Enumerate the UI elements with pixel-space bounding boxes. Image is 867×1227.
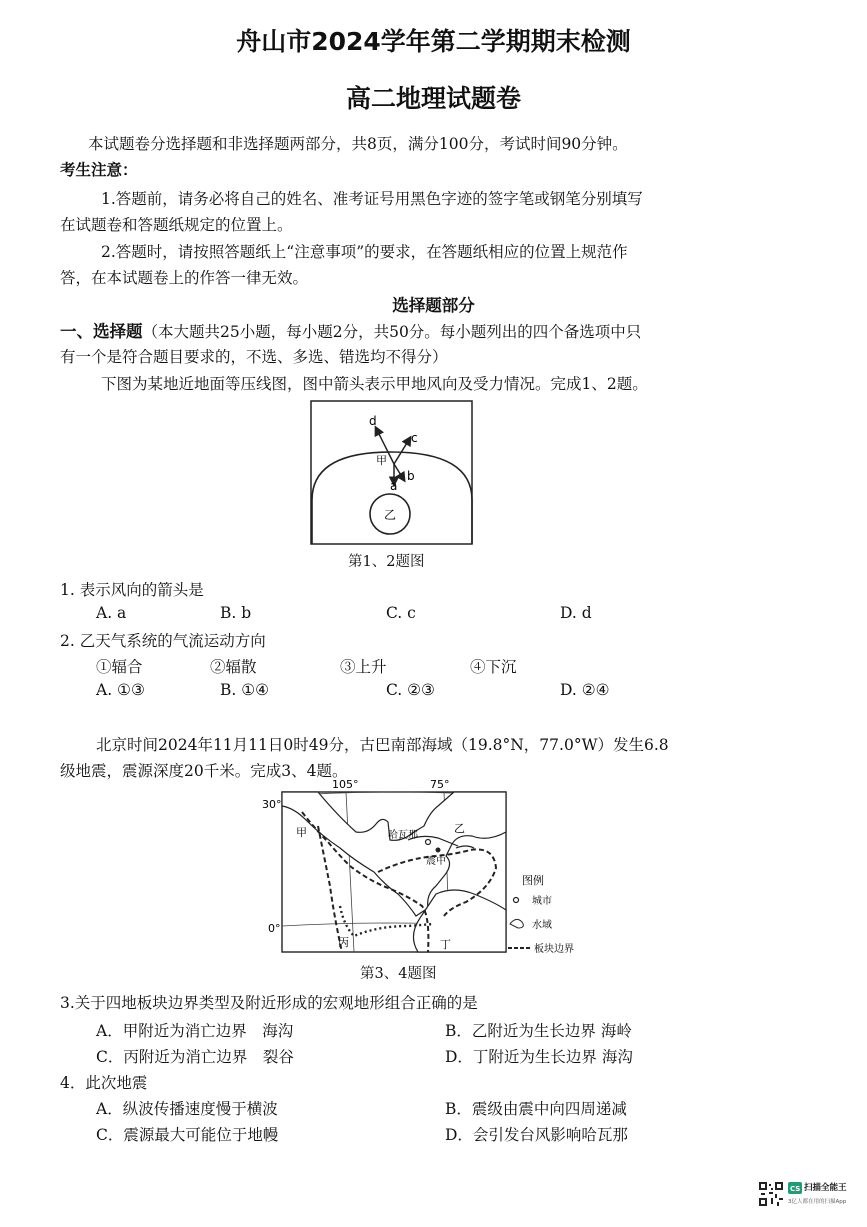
lon-105: 105° — [332, 778, 359, 791]
label-bing: 丙 — [338, 936, 349, 949]
q2-item-3: ③上升 — [340, 658, 387, 676]
label-yi: 乙 — [384, 508, 397, 522]
lat-30: 30° — [262, 798, 282, 811]
q2-stem: 2. 乙天气系统的气流运动方向 — [60, 632, 266, 650]
group2-stem-line2: 级地震，震源深度20千米。完成3、4题。 — [60, 762, 348, 780]
notice-item1-line2: 在试题卷和答题纸规定的位置上。 — [60, 216, 293, 234]
q3-stem: 3.关于四地板块边界类型及附近形成的宏观地形组合正确的是 — [60, 994, 478, 1012]
notice-item2-line1: 2.答题时，请按照答题纸上“注意事项”的要求，在答题纸相应的位置上规范作 — [101, 243, 628, 261]
group2-stem-line1: 北京时间2024年11月11日0时49分，古巴南部海域（19.8°N，77.0°W）发生6.8 — [96, 736, 669, 754]
isobar-figure — [310, 400, 474, 546]
part-label: 一、选择题 — [60, 322, 143, 341]
page-subtitle: 高二地理试题卷 — [345, 84, 521, 113]
map-caption: 第3、4题图 — [360, 966, 437, 982]
legend-city: 城市 — [532, 896, 552, 907]
epicenter-point — [436, 848, 441, 853]
label-a: a — [390, 479, 398, 493]
intro-text: 本试题卷分选择题和非选择题两部分，共8页，满分100分，考试时间90分钟。 — [88, 135, 628, 153]
label-epicenter: 震中 — [426, 856, 446, 867]
label-jia: 甲 — [376, 454, 387, 467]
notice-item2-line2: 答，在本试题卷上的作答一律无效。 — [60, 269, 309, 287]
lon-75: 75° — [430, 778, 450, 791]
svg-text:CS: CS — [790, 1185, 801, 1193]
havana-city — [426, 840, 431, 845]
group1-stem: 下图为某地近地面等压线图，图中箭头表示甲地风向及受力情况。完成1、2题。 — [101, 375, 648, 393]
notice-item1-line1: 1.答题前，请务必将自己的姓名、准考证号用黑色字迹的签字笔或钢笔分别填写 — [101, 190, 643, 208]
label-yi: 乙 — [454, 822, 465, 835]
q2-option-a[interactable]: A. ①③ — [96, 681, 145, 699]
q4-option-d[interactable]: D．会引发台风影响哈瓦那 — [445, 1126, 628, 1144]
plate-map — [258, 776, 588, 958]
legend-water-symbol — [510, 919, 523, 928]
label-c: c — [411, 431, 418, 445]
q3-option-a[interactable]: A．甲附近为消亡边界 海沟 — [96, 1022, 294, 1040]
q4-stem: 4．此次地震 — [60, 1074, 148, 1092]
qr-code-icon — [758, 1181, 784, 1207]
page-title: 舟山市2024学年第二学期期末检测 — [236, 27, 631, 56]
q4-option-c[interactable]: C．震源最大可能位于地幔 — [96, 1126, 279, 1144]
part-desc-line1: （本大题共25小题，每小题2分，共50分。每小题列出的四个备选项中只 — [142, 323, 642, 341]
q1-stem: 1. 表示风向的箭头是 — [60, 581, 204, 599]
q1-option-a[interactable]: A. a — [96, 604, 127, 622]
watermark-tagline: 3亿人都在用的扫描App — [788, 1199, 847, 1205]
q2-option-b[interactable]: B. ①④ — [220, 681, 270, 699]
label-ding: 丁 — [440, 938, 451, 951]
section-title: 选择题部分 — [392, 296, 475, 315]
q2-option-c[interactable]: C. ②③ — [386, 681, 435, 699]
figure1-caption: 第1、2题图 — [348, 554, 425, 570]
lat-0: 0° — [268, 922, 281, 935]
q1-option-d[interactable]: D. d — [560, 604, 592, 622]
q2-item-1: ①辐合 — [96, 658, 143, 676]
q2-option-d[interactable]: D. ②④ — [560, 681, 610, 699]
q4-option-b[interactable]: B．震级由震中向四周递减 — [445, 1100, 627, 1118]
q1-option-b[interactable]: B. b — [220, 604, 252, 622]
q3-option-b[interactable]: B．乙附近为生长边界 海岭 — [445, 1022, 632, 1040]
legend-boundary: 板块边界 — [534, 944, 574, 955]
legend-title: 图例 — [522, 874, 544, 887]
notice-heading: 考生注意： — [60, 160, 138, 179]
watermark-brand: 扫描全能王 — [804, 1183, 847, 1193]
figure-frame — [311, 401, 472, 544]
legend-city-symbol — [514, 898, 519, 903]
q3-option-c[interactable]: C．丙附近为消亡边界 裂谷 — [96, 1048, 294, 1066]
label-d: d — [369, 414, 377, 428]
q2-item-2: ②辐散 — [210, 658, 257, 676]
legend-water: 水域 — [532, 920, 552, 931]
q2-item-4: ④下沉 — [470, 658, 517, 676]
label-b: b — [407, 469, 415, 483]
camscanner-logo-icon — [788, 1182, 802, 1194]
part-heading — [60, 318, 641, 342]
label-jia: 甲 — [296, 826, 307, 839]
q3-option-d[interactable]: D．丁附近为生长边界 海沟 — [445, 1048, 633, 1066]
part-desc-line2: 有一个是符合题目要求的，不选、多选、错选均不得分） — [60, 348, 448, 366]
q1-option-c[interactable]: C. c — [386, 604, 416, 622]
q4-option-a[interactable]: A．纵波传播速度慢于横波 — [96, 1100, 278, 1118]
label-havana: 哈瓦那 — [388, 830, 418, 841]
scanner-watermark — [758, 1177, 862, 1221]
